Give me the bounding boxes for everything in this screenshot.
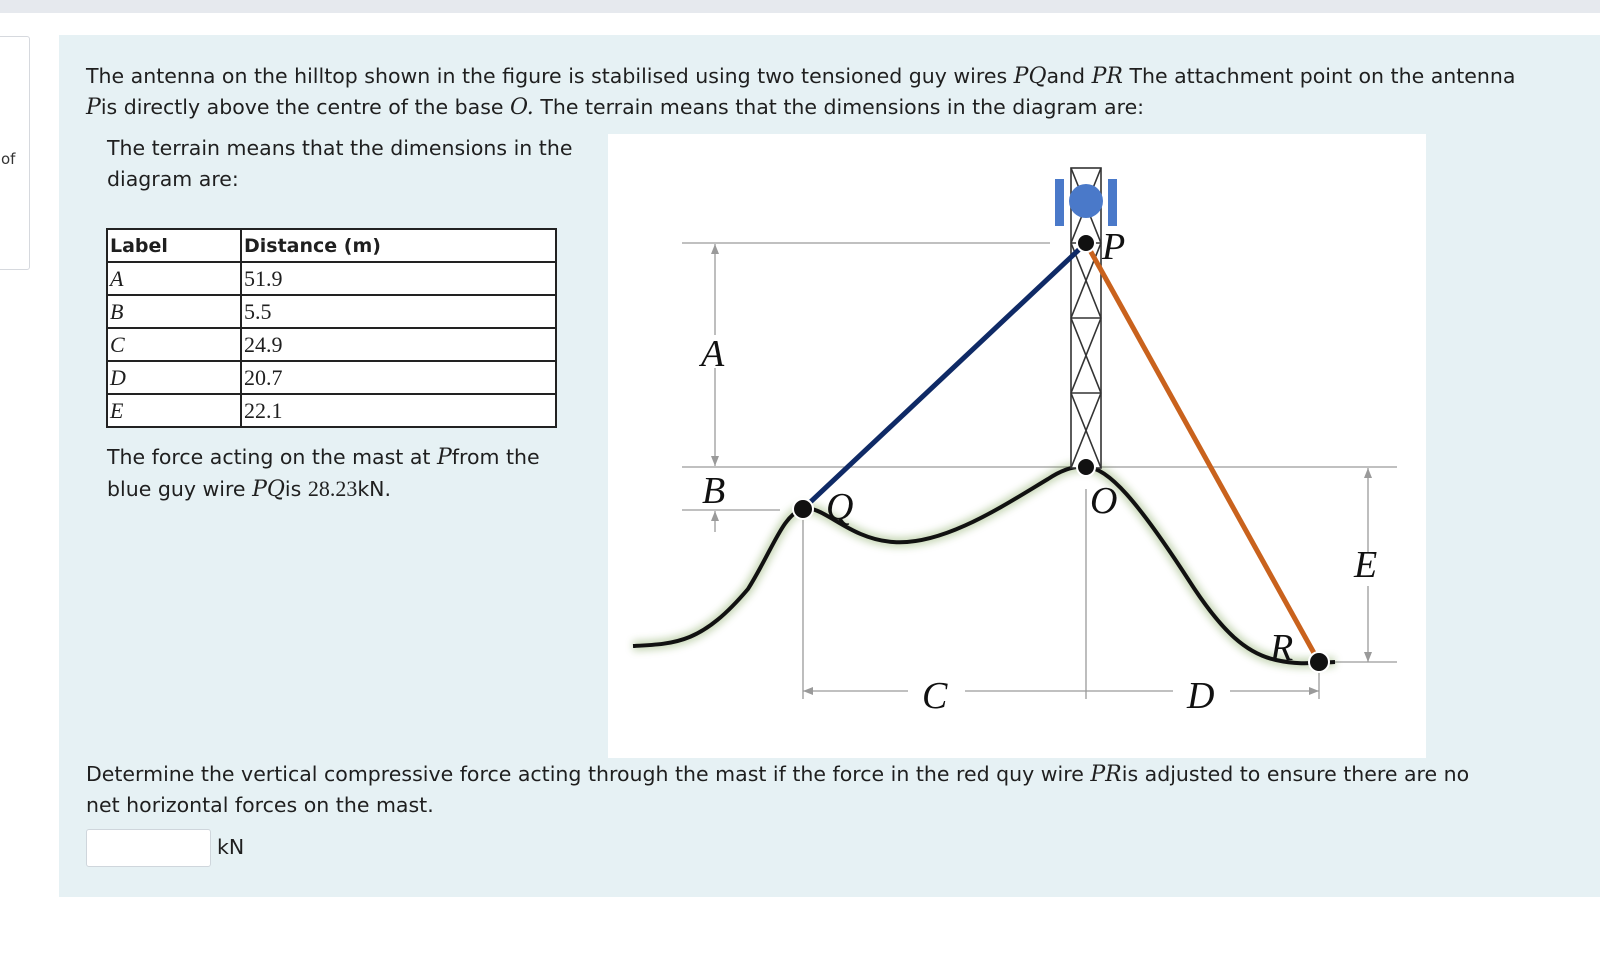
row-value: 5.5 xyxy=(241,295,556,328)
row-value: 24.9 xyxy=(241,328,556,361)
table-row xyxy=(107,328,556,361)
row-label: D xyxy=(107,361,241,394)
answer-unit: kN xyxy=(217,835,245,859)
table-row xyxy=(107,295,556,328)
table-row xyxy=(107,361,556,394)
terrain-note: The terrain means that the dimensions in the diagram are: xyxy=(107,136,573,191)
row-value: 20.7 xyxy=(241,361,556,394)
point-o-marker xyxy=(1077,458,1095,476)
header-distance: Distance (m) xyxy=(241,229,556,262)
label-r: R xyxy=(1270,627,1294,669)
table-row xyxy=(107,262,556,295)
question-panel xyxy=(59,35,1600,897)
row-value: 51.9 xyxy=(241,262,556,295)
point-q-marker xyxy=(793,499,813,519)
row-label: E xyxy=(107,394,241,427)
label-p: P xyxy=(1102,226,1126,268)
row-value: 22.1 xyxy=(241,394,556,427)
label-d: D xyxy=(1187,675,1215,717)
label-o: O xyxy=(1090,480,1118,522)
question-intro: The antenna on the hilltop shown in the figure is stabilised using two tensioned guy wires PQand PR The attachment point on the antenna Pis directly above the centre of the base O. The terrain means that the dimensions in the diagram are: xyxy=(86,64,1516,120)
table-row xyxy=(107,394,556,427)
blue-guy-wire-pq xyxy=(803,243,1086,509)
row-label: A xyxy=(107,262,241,295)
row-label: C xyxy=(107,328,241,361)
point-r-marker xyxy=(1309,652,1329,672)
point-p-marker xyxy=(1077,234,1095,252)
answer-input[interactable] xyxy=(86,829,211,867)
nav-fragment-text: of xyxy=(1,150,16,168)
antenna-diagram xyxy=(608,134,1426,758)
label-a: A xyxy=(701,333,725,375)
terrain-curve xyxy=(633,467,1335,664)
header-label: Label xyxy=(107,229,241,262)
question-nav-panel xyxy=(0,36,30,270)
label-e: E xyxy=(1354,544,1378,586)
question-prompt: Determine the vertical compressive force acting through the mast if the force in the red quy wire PRis adjusted to ensure there are no net horizontal forces on the mast. xyxy=(86,762,1470,817)
label-b: B xyxy=(702,470,726,512)
force-statement: The force acting on the mast at Pfrom the blue guy wire PQis 28.23kN. xyxy=(107,445,540,502)
dimensions-table xyxy=(106,228,557,428)
row-label: B xyxy=(107,295,241,328)
label-q: Q xyxy=(826,486,854,528)
table-header-row xyxy=(107,229,556,262)
label-c: C xyxy=(922,675,948,717)
top-strip xyxy=(0,0,1600,13)
